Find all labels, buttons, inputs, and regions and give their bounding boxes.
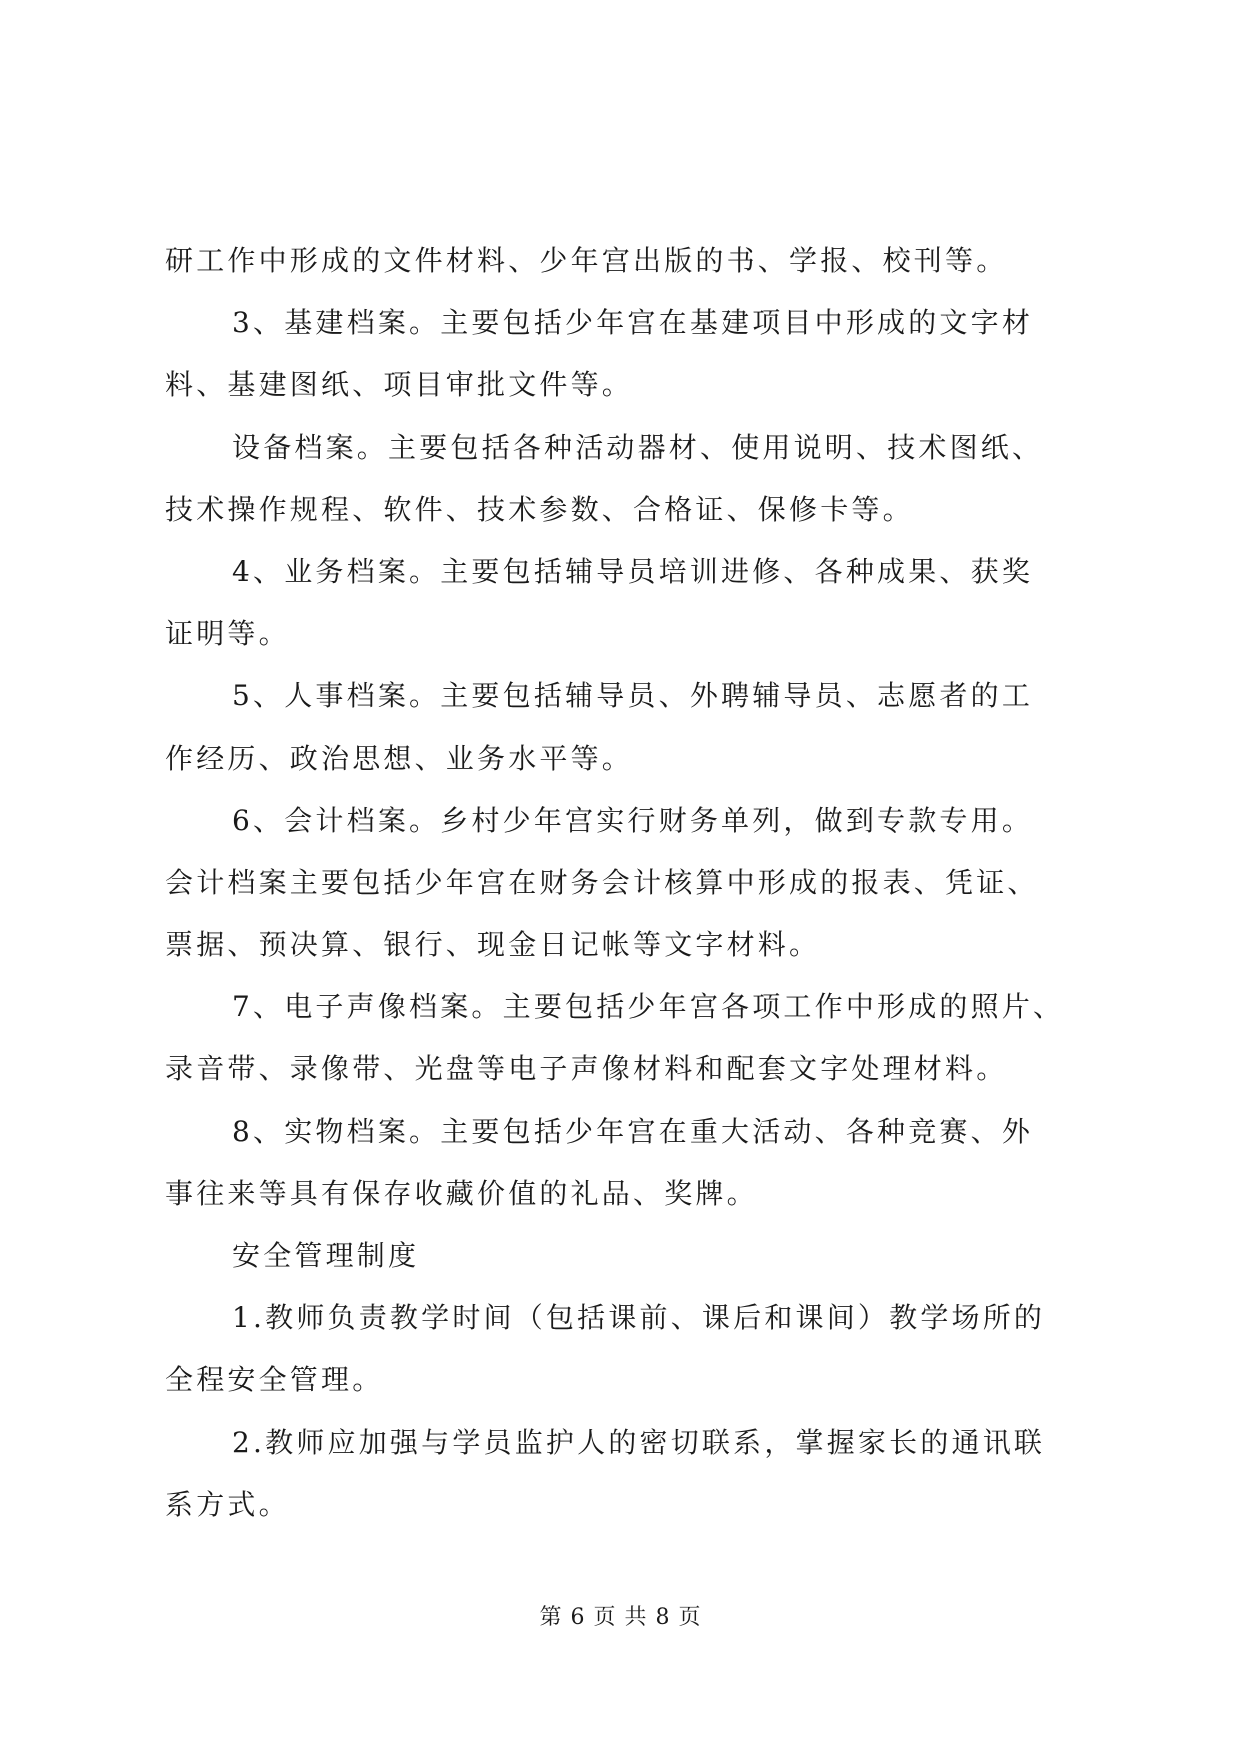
text-line: 事往来等具有保存收藏价值的礼品、奖牌。 bbox=[165, 1176, 758, 1210]
page-number: 第 6 页 共 8 页 bbox=[539, 1605, 702, 1630]
text-line: 系方式。 bbox=[165, 1487, 290, 1521]
text-line: 5、人事档案。主要包括辅导员、外聘辅导员、志愿者的工 bbox=[232, 679, 1034, 713]
text-line: 8、实物档案。主要包括少年宫在重大活动、各种竞赛、外 bbox=[232, 1114, 1034, 1148]
text-line: 全程安全管理。 bbox=[165, 1363, 384, 1397]
text-line: 6、会计档案。乡村少年宫实行财务单列，做到专款专用。 bbox=[232, 803, 1034, 837]
text-line: 料、基建图纸、项目审批文件等。 bbox=[165, 368, 634, 402]
text-line: 证明等。 bbox=[165, 617, 290, 651]
text-line: 技术操作规程、软件、技术参数、合格证、保修卡等。 bbox=[165, 492, 914, 526]
document-body bbox=[165, 230, 1085, 1536]
text-line: 研工作中形成的文件材料、少年宫出版的书、学报、校刊等。 bbox=[165, 244, 1008, 277]
text-line: 票据、预决算、银行、现金日记帐等文字材料。 bbox=[165, 928, 821, 962]
text-line: 4、业务档案。主要包括辅导员培训进修、各种成果、获奖 bbox=[232, 554, 1034, 588]
text-line: 2.教师应加强与学员监护人的密切联系，掌握家长的通讯联 bbox=[232, 1425, 1046, 1459]
section-heading: 安全管理制度 bbox=[232, 1239, 420, 1272]
text-line: 7、电子声像档案。主要包括少年宫各项工作中形成的照片、 bbox=[232, 990, 1065, 1024]
text-line: 设备档案。主要包括各种活动器材、使用说明、技术图纸、 bbox=[232, 430, 1044, 464]
page-footer bbox=[0, 1600, 1241, 1631]
text-line: 3、基建档案。主要包括少年宫在基建项目中形成的文字材 bbox=[232, 306, 1034, 340]
text-line: 作经历、政治思想、业务水平等。 bbox=[165, 741, 634, 775]
text-line: 录音带、录像带、光盘等电子声像材料和配套文字处理材料。 bbox=[165, 1052, 1008, 1086]
text-line: 会计档案主要包括少年宫在财务会计核算中形成的报表、凭证、 bbox=[165, 865, 1039, 899]
text-line: 1.教师负责教学时间（包括课前、课后和课间）教学场所的 bbox=[232, 1301, 1046, 1335]
